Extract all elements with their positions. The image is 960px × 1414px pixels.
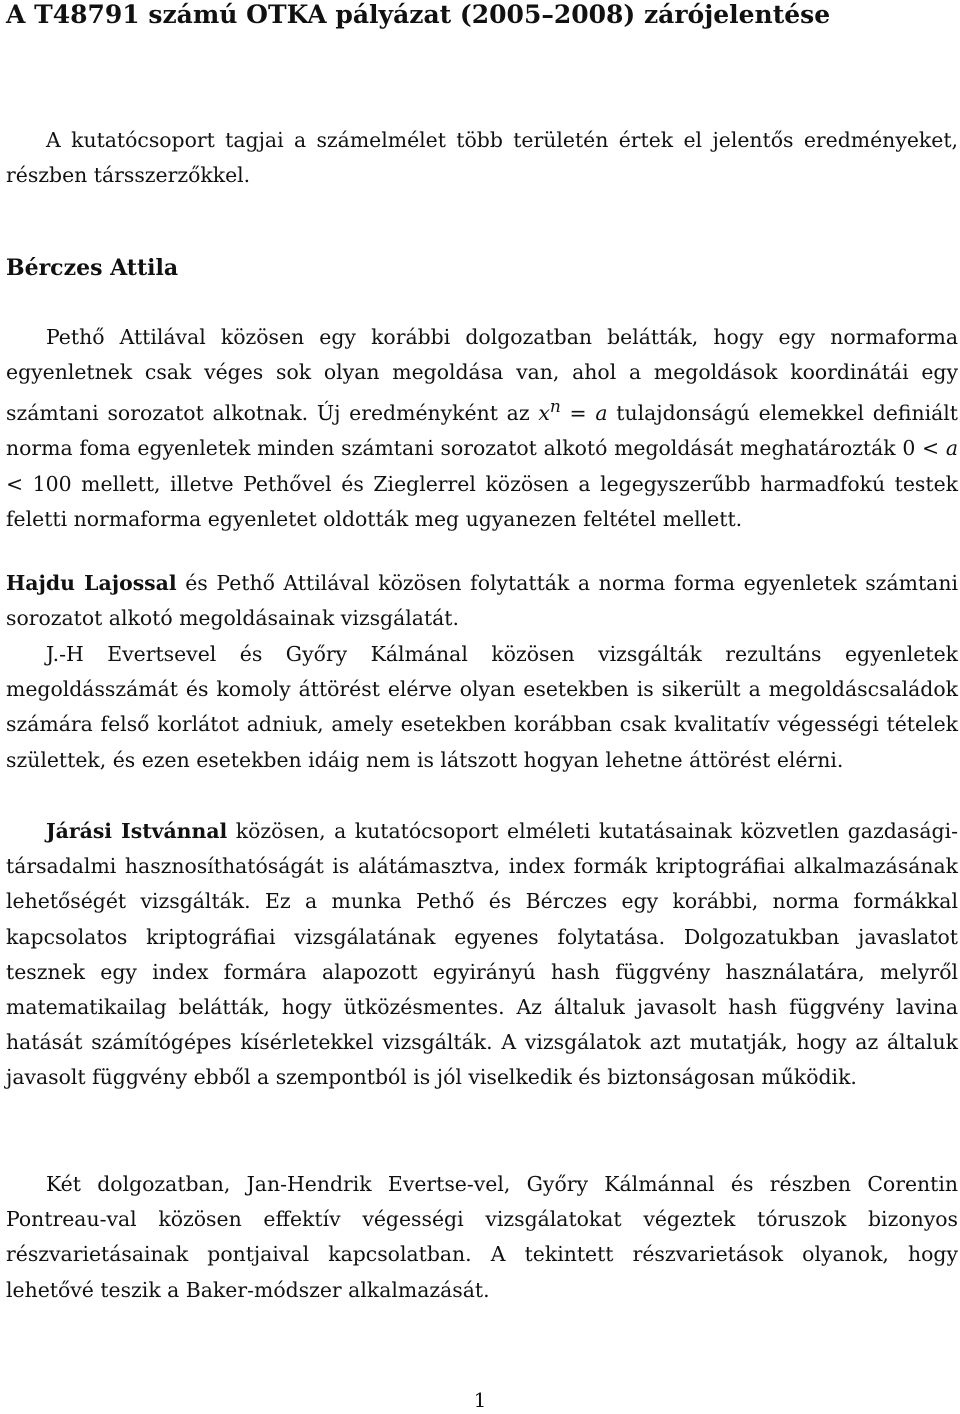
p1-text-b: tulajdonságú elemekkel definiált norma foma egyenletek minden számtani sorozatot alkotó megoldását meghatározták 0 <: [6, 401, 958, 461]
p4-text: közösen, a kutatócsoport elméleti kutatásainak közvetlen gazdasági-társadalmi hasznosíthatóságát is alátámasztva, index formák kriptográfiai alkalmazásának lehetőségét vizsgálták. Ez a munka Pethő és Bérczes egy korábbi, norma formákkal kapcsolatos kriptográfiai vizsgálatának egyenes folytatása. Dolgozatukban javaslatot tesznek egy index formára alapozott egyirányú hash függvény használatára, melyről matematikailag belátták, hogy ütközésmentes. Az általuk javasolt hash függvény lavina hatását számítógépes kísérletekkel vizsgálták. A vizsgálatok azt mutatják, hogy az általuk javasolt függvény ebből a szempontból is jól viselkedik és biztonságosan működik.: [6, 819, 958, 1090]
paragraph-5: [6, 1167, 958, 1308]
p3-text: J.-H Evertsevel és Győry Kálmánal közösen vizsgálták rezultáns egyenletek megoldásszámát és komoly áttörést elérve olyan esetekben is sikerült a megoldáscsaládok számára felső korlátot adniuk, amely esetekben korábban csak kvalitatív végességi tételek születtek, és ezen esetekben idáig nem is látszott hogyan lehetne áttörést elérni.: [6, 642, 958, 772]
paragraph-3: [6, 637, 958, 778]
math-eq: =: [560, 401, 596, 426]
author-hajdu: Hajdu Lajossal: [6, 571, 177, 595]
paragraph-4: [6, 814, 958, 1096]
report-title: A T48791 számú OTKA pályázat (2005–2008) zárójelentése: [6, 0, 831, 29]
p2-text: és Pethő Attilával közösen folytatták a norma forma egyenletek számtani sorozatot alkotó megoldásainak vizsgálatát.: [6, 571, 958, 631]
paragraph-1: [6, 320, 958, 537]
p1-text-c: < 100 mellett, illetve Pethővel és Zieglerrel közösen a legegyszerűbb harmadfokú testek feletti normaforma egyenletet oldották meg ugyanezen feltétel mellett.: [6, 471, 958, 531]
section-title: Bérczes Attila: [6, 255, 179, 281]
p1-text-a: Pethő Attilával közösen egy korábbi dolgozatban belátták, hogy egy normaforma egyenletnek csak véges sok olyan megoldása van, ahol a megoldások koordinátái egy számtani sorozatot alkotnak. Új eredményként az: [6, 325, 958, 426]
p5-text: Két dolgozatban, Jan-Hendrik Evertse-vel, Győry Kálmánnal és részben Corentin Pontreau-val közösen effektív végességi vizsgálatokat végeztek tóruszok bizonyos részvarietásainak pontjaival kapcsolatban. A tekintett részvarietások olyanok, hogy lehetővé teszik a Baker-módszer alkalmazását.: [6, 1172, 958, 1302]
intro-paragraph: [6, 123, 958, 193]
math-x: x: [538, 401, 550, 426]
math-a2: a: [945, 436, 958, 461]
intro-text: A kutatócsoport tagjai a számelmélet több területén értek el jelentős eredményeket, részben társszerzőkkel.: [6, 128, 958, 188]
math-a: a: [595, 401, 608, 426]
author-jarasi: Járási Istvánnal: [46, 819, 228, 843]
page-number: 1: [473, 1388, 487, 1412]
paragraph-2: [6, 566, 958, 636]
math-n: n: [549, 397, 561, 418]
